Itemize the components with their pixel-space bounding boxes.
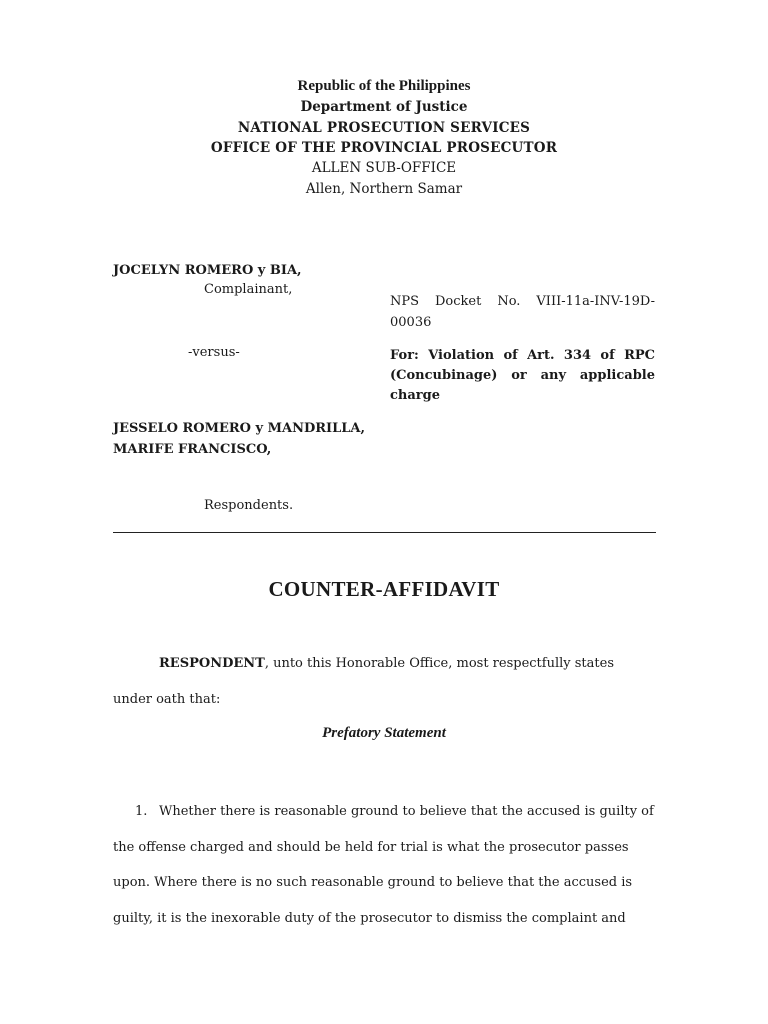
document-title: COUNTER-AFFIDAVIT — [268, 577, 500, 601]
header-sub-office: ALLEN SUB-OFFICE — [311, 160, 457, 176]
versus-label: -versus- — [188, 345, 240, 360]
respondent-name-1: JESSELO ROMERO y MANDRILLA, — [113, 421, 366, 436]
intro-paragraph — [113, 646, 655, 717]
complainant-name: JOCELYN ROMERO y BIA, — [113, 263, 302, 278]
intro-line-1-rest: , unto this Honorable Office, most respectfully states — [264, 656, 614, 671]
caption-divider — [113, 532, 656, 533]
paragraph-1 — [113, 794, 655, 936]
intro-bold-lead: RESPONDENT — [159, 656, 265, 671]
paragraph-1-line-1-text: Whether there is reasonable ground to believe that the accused is guilty of — [159, 804, 654, 819]
paragraph-1-line-4: guilty, it is the inexorable duty of the prosecutor to dismiss the complaint and — [113, 910, 626, 926]
section-heading: Prefatory Statement — [322, 725, 446, 741]
header-office: OFFICE OF THE PROVINCIAL PROSECUTOR — [210, 140, 558, 156]
for-violation-line1: For: Violation of Art. 334 of RPC — [390, 348, 655, 363]
header-nps: NATIONAL PROSECUTION SERVICES — [237, 120, 531, 136]
header-republic: Republic of the Philippines — [297, 78, 471, 94]
paragraph-1-line-3: upon. Where there is no such reasonable ground to believe that the accused is — [113, 875, 633, 890]
paragraph-1-line-1 — [113, 794, 655, 830]
respondents-role: Respondents. — [204, 498, 294, 513]
respondent-name-2: MARIFE FRANCISCO, — [113, 442, 272, 457]
intro-line-1 — [113, 646, 655, 682]
complainant-role: Complainant, — [204, 282, 293, 297]
intro-line-2: under oath that: — [113, 691, 221, 707]
paragraph-1-number: 1. — [135, 804, 148, 819]
paragraph-1-line-2: the offense charged and should be held for trial is what the prosecutor passes — [113, 839, 629, 855]
header-location: Allen, Northern Samar — [305, 181, 463, 197]
for-violation-line2: (Concubinage) or any applicable — [390, 368, 655, 383]
docket-number-line2: 00036 — [390, 315, 432, 330]
header-department: Department of Justice — [300, 99, 468, 115]
docket-number-line1: NPS Docket No. VIII-11a-INV-19D- — [390, 294, 655, 309]
for-violation-line3: charge — [390, 388, 441, 403]
